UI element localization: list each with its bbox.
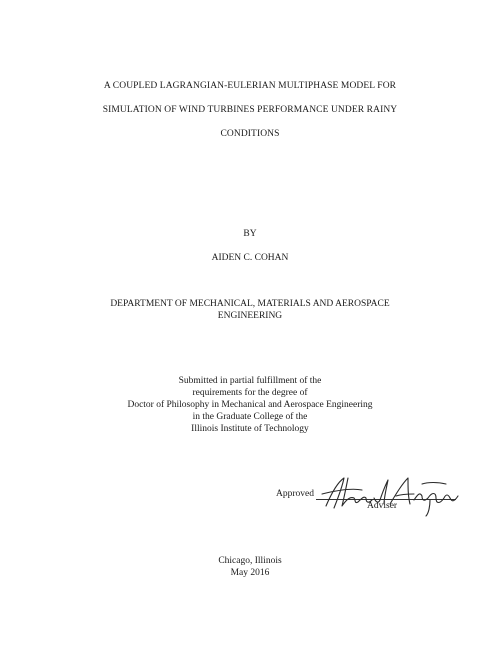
- location: Chicago, Illinois: [218, 556, 282, 566]
- thesis-title-line-3: CONDITIONS: [220, 129, 280, 139]
- approved-label: Approved: [276, 489, 314, 499]
- submission-line-4: in the Graduate College of the: [192, 412, 308, 422]
- submission-line-5: Illinois Institute of Technology: [191, 424, 309, 434]
- submission-line-2: requirements for the degree of: [192, 388, 308, 398]
- thesis-title-line-1: A COUPLED LAGRANGIAN-EULERIAN MULTIPHASE MODEL FOR: [103, 81, 397, 91]
- by-label: BY: [243, 229, 257, 239]
- approval-block: [0, 482, 500, 522]
- submission-line-1: Submitted in partial fulfillment of the: [178, 376, 322, 386]
- department-line-2: ENGINEERING: [217, 311, 283, 321]
- adviser-label: Adviser: [367, 501, 398, 511]
- author-name: AIDEN C. COHAN: [211, 253, 289, 263]
- thesis-title-line-2: SIMULATION OF WIND TURBINES PERFORMANCE UNDER RAINY: [102, 105, 398, 115]
- submission-line-3: Doctor of Philosophy in Mechanical and Aerospace Engineering: [127, 400, 373, 410]
- department-line-1: DEPARTMENT OF MECHANICAL, MATERIALS AND AEROSPACE: [110, 299, 390, 309]
- adviser-signature: [318, 470, 468, 518]
- date: May 2016: [230, 568, 270, 578]
